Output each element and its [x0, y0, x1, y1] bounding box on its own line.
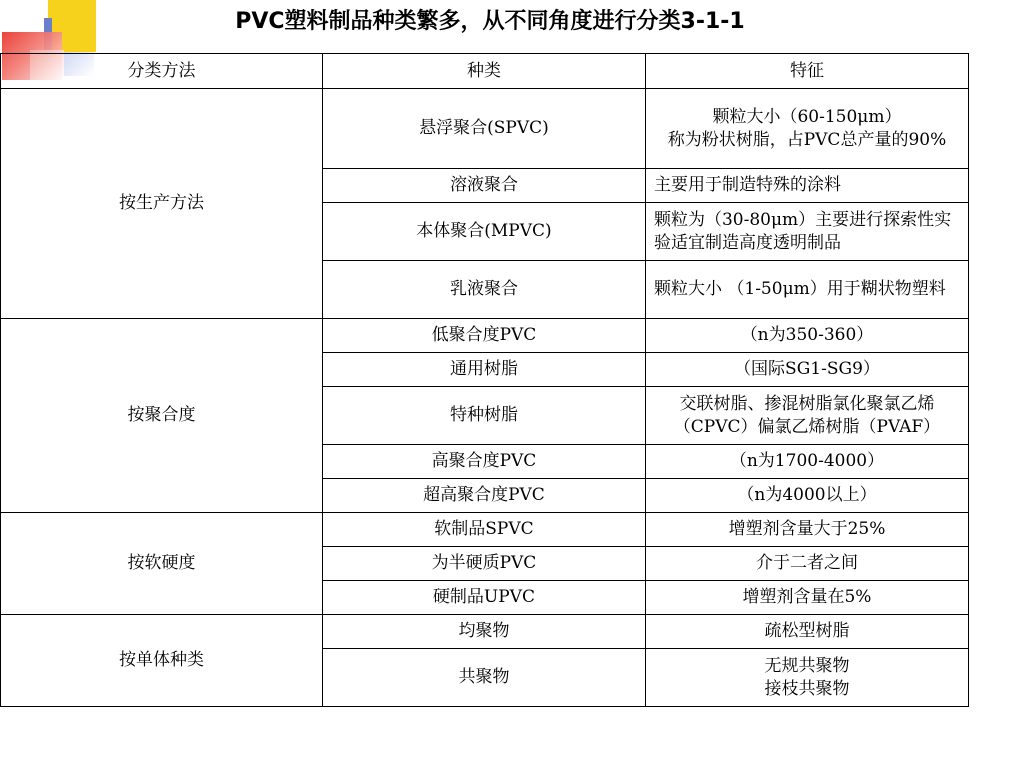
feature-cell: （国际SG1-SG9）	[645, 353, 968, 387]
table-row	[1, 319, 969, 353]
feature-cell: （n为1700-4000）	[645, 445, 968, 479]
method-cell: 按单体种类	[1, 615, 323, 707]
table-header-row	[1, 54, 969, 89]
feature-cell: 无规共聚物 接枝共聚物	[645, 649, 968, 707]
feature-cell: 增塑剂含量在5%	[645, 581, 968, 615]
feature-cell: 疏松型树脂	[645, 615, 968, 649]
type-cell: 共聚物	[322, 649, 645, 707]
type-cell: 软制品SPVC	[322, 513, 645, 547]
type-cell: 本体聚合(MPVC)	[322, 203, 645, 261]
classification-table	[0, 53, 969, 707]
type-cell: 悬浮聚合(SPVC)	[322, 89, 645, 169]
header-feature: 特征	[645, 54, 968, 89]
method-cell: 按聚合度	[1, 319, 323, 513]
feature-cell: 交联树脂、掺混树脂氯化聚氯乙烯（CPVC）偏氯乙烯树脂（PVAF）	[645, 387, 968, 445]
feature-cell: 颗粒大小（60-150μm） 称为粉状树脂，占PVC总产量的90%	[645, 89, 968, 169]
feature-cell: （n为350-360）	[645, 319, 968, 353]
feature-cell: （n为4000以上）	[645, 479, 968, 513]
method-cell: 按生产方法	[1, 89, 323, 319]
table-row	[1, 615, 969, 649]
type-cell: 均聚物	[322, 615, 645, 649]
table-row	[1, 513, 969, 547]
feature-cell: 增塑剂含量大于25%	[645, 513, 968, 547]
feature-cell: 颗粒大小 （1-50μm）用于糊状物塑料	[645, 261, 968, 319]
slide-title: PVC塑料制品种类繁多，从不同角度进行分类3-1-1	[235, 9, 745, 34]
type-cell: 溶液聚合	[322, 169, 645, 203]
table-row	[1, 89, 969, 169]
type-cell: 乳液聚合	[322, 261, 645, 319]
type-cell: 特种树脂	[322, 387, 645, 445]
type-cell: 超高聚合度PVC	[322, 479, 645, 513]
type-cell: 硬制品UPVC	[322, 581, 645, 615]
header-type: 种类	[322, 54, 645, 89]
feature-cell: 主要用于制造特殊的涂料	[645, 169, 968, 203]
feature-cell: 颗粒为（30-80μm）主要进行探索性实验适宜制造高度透明制品	[645, 203, 968, 261]
header-method: 分类方法	[1, 54, 323, 89]
method-cell: 按软硬度	[1, 513, 323, 615]
type-cell: 高聚合度PVC	[322, 445, 645, 479]
feature-cell: 介于二者之间	[645, 547, 968, 581]
type-cell: 低聚合度PVC	[322, 319, 645, 353]
type-cell: 通用树脂	[322, 353, 645, 387]
type-cell: 为半硬质PVC	[322, 547, 645, 581]
